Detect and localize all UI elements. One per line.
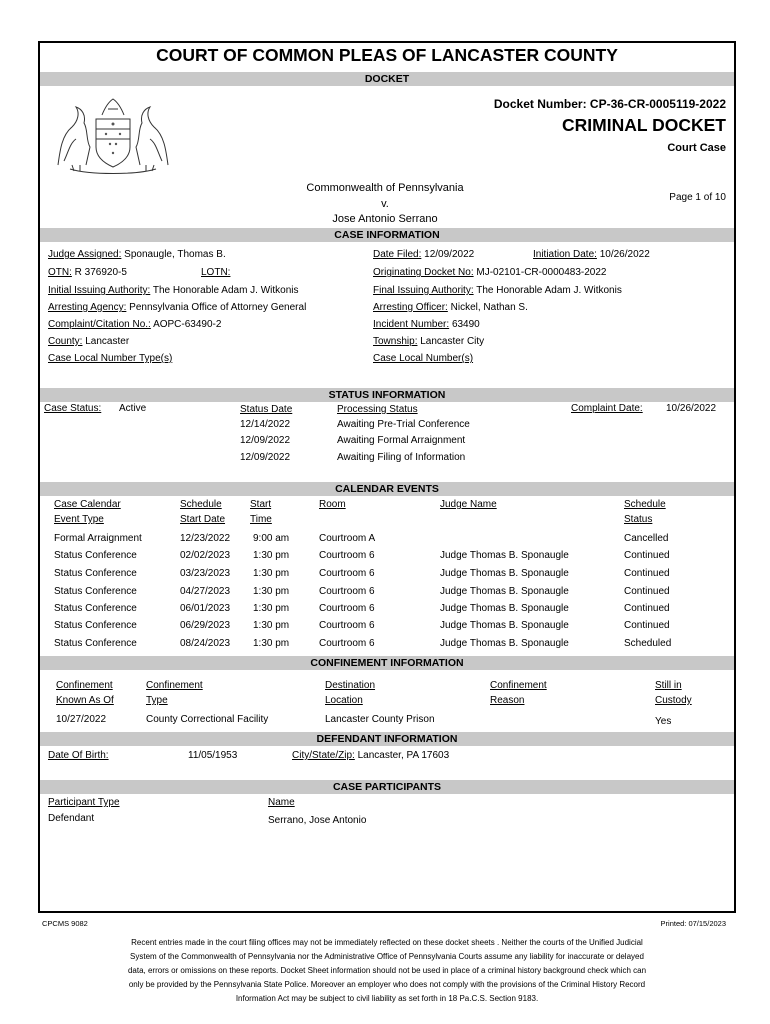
processing-status-cell: Awaiting Filing of Information (337, 452, 466, 463)
calendar-status: Continued (624, 550, 670, 561)
status-information-bar: STATUS INFORMATION (40, 388, 734, 402)
processing-status-header: Processing Status (337, 404, 418, 415)
otn-label: OTN: (48, 267, 72, 278)
complaint-citation-label: Complaint/Citation No.: (48, 319, 151, 330)
confinement-header-reason-1: Confinement (490, 680, 547, 691)
case-status-label: Case Status: (44, 403, 102, 414)
case-participants-bar: CASE PARTICIPANTS (40, 780, 734, 794)
otn-row (48, 267, 127, 278)
calendar-start-time: 1:30 pm (253, 620, 290, 631)
calendar-event-type: Status Conference (54, 603, 137, 614)
confinement-header-type-2: Type (146, 695, 168, 706)
date-filed-value: 12/09/2022 (424, 249, 475, 260)
calendar-status: Continued (624, 620, 670, 631)
confinement-information-bar: CONFINEMENT INFORMATION (40, 656, 734, 670)
calendar-start-time: 1:30 pm (253, 568, 290, 579)
initiation-date-label: Initiation Date: (533, 249, 597, 260)
disclaimer-line: Recent entries made in the court filing offices may not be immediately reflected on these docket sheets . Neither the courts of the Unified Judicial (131, 938, 643, 947)
township-label: Township: (373, 336, 418, 347)
calendar-status: Cancelled (624, 533, 669, 544)
status-date-header: Status Date (240, 404, 293, 415)
calendar-header-event-type-1: Case Calendar (54, 499, 121, 510)
calendar-start-time: 1:30 pm (253, 550, 290, 561)
status-date-cell: 12/09/2022 (240, 452, 291, 463)
arresting-officer-label: Arresting Officer: (373, 302, 448, 313)
caption-defendant: Jose Antonio Serrano (332, 213, 438, 225)
confinement-header-type-1: Confinement (146, 680, 203, 691)
initial-authority-value: The Honorable Adam J. Witkonis (152, 285, 299, 296)
incident-number-label: Incident Number: (373, 319, 450, 330)
processing-status-cell: Awaiting Formal Arraignment (337, 435, 466, 446)
status-date-cell: 12/14/2022 (240, 419, 291, 430)
originating-docket-label: Originating Docket No: (373, 267, 474, 278)
calendar-header-room: Room (319, 499, 346, 510)
docket-number: Docket Number: CP-36-CR-0005119-2022 (493, 97, 726, 111)
date-filed-row (373, 249, 474, 260)
calendar-room: Courtroom 6 (319, 586, 375, 597)
calendar-room: Courtroom 6 (319, 638, 375, 649)
initial-authority-row (48, 285, 299, 296)
confinement-header-destination-2: Location (325, 695, 363, 706)
city-state-zip-label: City/State/Zip: (292, 750, 355, 761)
calendar-start-time: 1:30 pm (253, 586, 290, 597)
calendar-judge: Judge Thomas B. Sponaugle (440, 568, 569, 579)
disclaimer-line: only be provided by the Pennsylvania State Police. Moreover an employer who does not comply with the provisions of the Criminal History Record (128, 980, 646, 989)
case-type: Court Case (667, 142, 726, 154)
confinement-known-as-of: 10/27/2022 (56, 714, 107, 725)
confinement-header-custody-2: Custody (655, 695, 692, 706)
confinement-header-custody-1: Still in (655, 680, 682, 691)
calendar-start-date: 06/29/2023 (180, 620, 231, 631)
calendar-start-date: 03/23/2023 (180, 568, 231, 579)
incident-number-value: 63490 (451, 319, 480, 330)
calendar-header-start-date-2: Start Date (180, 514, 226, 525)
calendar-header-status-1: Schedule (624, 499, 666, 510)
city-state-zip-row (292, 750, 449, 761)
otn-value: R 376920-5 (74, 267, 127, 278)
initiation-date-row (533, 249, 650, 260)
calendar-judge: Judge Thomas B. Sponaugle (440, 603, 569, 614)
arresting-agency-value: Pennsylvania Office of Attorney General (129, 302, 307, 313)
arresting-agency-label: Arresting Agency: (48, 302, 127, 313)
disclaimer-line: Information Act may be subject to civil liability as set forth in 18 Pa.C.S. Section 9183. (235, 994, 539, 1003)
date-filed-label: Date Filed: (373, 249, 422, 260)
calendar-start-time: 9:00 am (253, 533, 290, 544)
case-local-number-type-label: Case Local Number Type(s) (48, 353, 173, 364)
participant-name: Serrano, Jose Antonio (268, 815, 367, 826)
disclaimer-line: System of the Commonwealth of Pennsylvania nor the Administrative Office of Pennsylvania Courts assume any liability for inaccurate or delayed (130, 952, 644, 961)
participant-name-header: Name (268, 797, 295, 808)
calendar-event-type: Status Conference (54, 550, 137, 561)
calendar-start-date: 12/23/2022 (180, 533, 231, 544)
date-of-birth-label: Date Of Birth: (48, 750, 109, 761)
calendar-event-type: Status Conference (54, 638, 137, 649)
calendar-events-bar: CALENDAR EVENTS (40, 482, 734, 496)
calendar-status: Scheduled (624, 638, 672, 649)
originating-docket-value: MJ-02101-CR-0000483-2022 (476, 267, 607, 278)
arresting-officer-value: Nickel, Nathan S. (450, 302, 528, 313)
calendar-event-type: Status Conference (54, 620, 137, 631)
final-authority-row (373, 285, 622, 296)
calendar-judge: Judge Thomas B. Sponaugle (440, 550, 569, 561)
calendar-start-time: 1:30 pm (253, 638, 290, 649)
calendar-room: Courtroom 6 (319, 568, 375, 579)
confinement-type: County Correctional Facility (146, 714, 269, 725)
judge-assigned-label: Judge Assigned: (48, 249, 122, 260)
incident-number-row (373, 319, 480, 330)
initial-authority-label: Initial Issuing Authority: (48, 285, 151, 296)
calendar-event-type: Status Conference (54, 586, 137, 597)
city-state-zip-value: Lancaster, PA 17603 (357, 750, 450, 761)
caption-plaintiff: Commonwealth of Pennsylvania (306, 182, 464, 194)
status-date-cell: 12/09/2022 (240, 435, 291, 446)
calendar-room: Courtroom A (319, 533, 376, 544)
calendar-start-date: 06/01/2023 (180, 603, 231, 614)
lotn-label: LOTN: (201, 267, 231, 278)
confinement-header-known-1: Confinement (56, 680, 113, 691)
confinement-still-in-custody: Yes (655, 716, 672, 727)
participant-type-header: Participant Type (48, 797, 120, 808)
complaint-date-value: 10/26/2022 (666, 403, 717, 414)
disclaimer-line: data, errors or omissions on these reports. Docket Sheet information should not be used in place of a criminal history background check which can (127, 966, 647, 975)
calendar-header-event-type-2: Event Type (54, 514, 104, 525)
judge-assigned-row (48, 249, 226, 260)
township-value: Lancaster City (420, 336, 485, 347)
calendar-status: Continued (624, 603, 670, 614)
calendar-header-status-2: Status (624, 514, 653, 525)
calendar-judge: Judge Thomas B. Sponaugle (440, 586, 569, 597)
seal-icon (50, 95, 176, 175)
processing-status-cell: Awaiting Pre-Trial Conference (337, 419, 470, 430)
calendar-start-time: 1:30 pm (253, 603, 290, 614)
defendant-information-bar: DEFENDANT INFORMATION (40, 732, 734, 746)
confinement-destination: Lancaster County Prison (325, 714, 435, 725)
participant-type: Defendant (48, 813, 95, 824)
calendar-start-date: 04/27/2023 (180, 586, 231, 597)
confinement-header-destination-1: Destination (325, 680, 376, 691)
caption-versus: v. (381, 198, 389, 210)
docket-label-bar: DOCKET (40, 72, 734, 86)
judge-assigned-value: Sponaugle, Thomas B. (124, 249, 226, 260)
calendar-start-date: 08/24/2023 (180, 638, 231, 649)
calendar-header-judge: Judge Name (440, 499, 497, 510)
case-local-numbers-label: Case Local Number(s) (373, 353, 474, 364)
confinement-header-reason-2: Reason (490, 695, 525, 706)
calendar-event-type: Formal Arraignment (54, 533, 142, 544)
calendar-room: Courtroom 6 (319, 603, 375, 614)
arresting-officer-row (373, 302, 528, 313)
calendar-event-type: Status Conference (54, 568, 137, 579)
complaint-citation-row (48, 319, 221, 330)
docket-type: CRIMINAL DOCKET (562, 115, 726, 135)
calendar-room: Courtroom 6 (319, 550, 375, 561)
final-authority-value: The Honorable Adam J. Witkonis (476, 285, 622, 296)
initiation-date-value: 10/26/2022 (599, 249, 650, 260)
county-label: County: (48, 336, 83, 347)
court-title: COURT OF COMMON PLEAS OF LANCASTER COUNTY (156, 45, 618, 65)
confinement-header-known-2: Known As Of (56, 695, 114, 706)
case-status-value: Active (119, 403, 147, 414)
complaint-date-label: Complaint Date: (571, 403, 643, 414)
final-authority-label: Final Issuing Authority: (373, 285, 474, 296)
calendar-judge: Judge Thomas B. Sponaugle (440, 620, 569, 631)
printed-date: Printed: 07/15/2023 (660, 919, 726, 928)
case-information-bar: CASE INFORMATION (40, 228, 734, 242)
complaint-citation-value: AOPC-63490-2 (153, 319, 222, 330)
calendar-judge: Judge Thomas B. Sponaugle (440, 638, 569, 649)
county-row (48, 336, 129, 347)
calendar-start-date: 02/02/2023 (180, 550, 231, 561)
calendar-header-start-time-2: Time (250, 514, 272, 525)
page-number: Page 1 of 10 (669, 192, 726, 203)
calendar-header-start-date-1: Schedule (180, 499, 222, 510)
form-id: CPCMS 9082 (42, 919, 88, 928)
township-row (373, 336, 484, 347)
calendar-header-start-time-1: Start (250, 499, 272, 510)
originating-docket-row (373, 267, 606, 278)
calendar-status: Continued (624, 586, 670, 597)
county-value: Lancaster (85, 336, 130, 347)
disclaimer (40, 936, 734, 1006)
arresting-agency-row (48, 302, 306, 313)
calendar-status: Continued (624, 568, 670, 579)
calendar-room: Courtroom 6 (319, 620, 375, 631)
date-of-birth-value: 11/05/1953 (188, 750, 238, 761)
